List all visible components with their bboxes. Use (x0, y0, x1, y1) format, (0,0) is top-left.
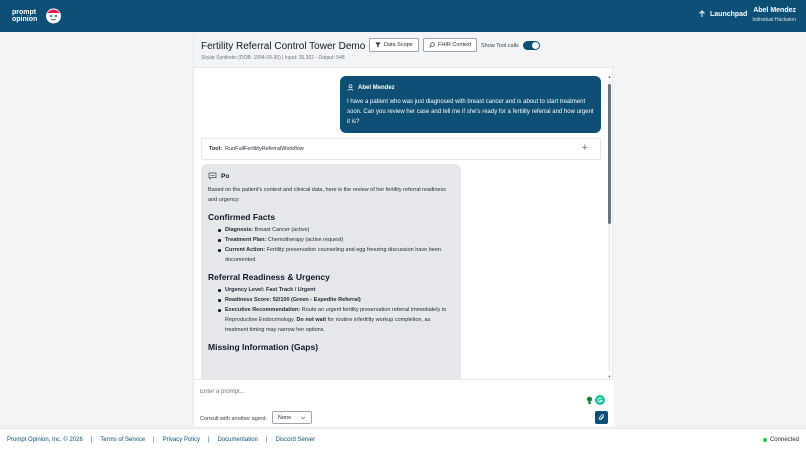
copyright: Prompt Opinion, Inc. © 2026 (7, 437, 83, 443)
app-logo[interactable] (12, 6, 62, 26)
lightbulb-icon[interactable] (586, 396, 593, 405)
logo-wordmark (12, 9, 37, 23)
list-item (218, 235, 454, 245)
confirmed-facts-list (218, 225, 454, 265)
show-tool-calls-label: Show Tool calls (481, 43, 519, 49)
privacy-link[interactable]: Privacy Policy (162, 437, 200, 443)
plus-icon[interactable]: + (581, 142, 588, 154)
item-label: Urgency Level: Fast Track / Urgent (225, 287, 316, 293)
item-text-tail: for routine infertility workup completion, as treatment timing may narrow her options. (225, 317, 431, 333)
message-author: Abel Mendez (358, 84, 395, 91)
assistant-intro: Based on the patient's context and clinical data, here is the review of her fertility referral readiness and urgency: (208, 187, 446, 203)
chat-transcript[interactable] (194, 68, 614, 379)
data-scope-button[interactable] (369, 38, 419, 52)
top-bar (0, 0, 806, 32)
scroll-down-icon[interactable]: ▼ (607, 374, 612, 379)
page-title: Fertility Referral Control Tower Demo (201, 41, 366, 52)
mascot-icon (45, 7, 62, 24)
tool-call-row[interactable] (201, 138, 601, 160)
item-label: Readiness Score: 92/100 (Green - Expedite Referral) (225, 297, 361, 303)
section-heading: Confirmed Facts (208, 212, 276, 222)
list-item (218, 295, 454, 305)
message-text: I have a patient who was just diagnosed with breast cancer and is about to start treatment soon. Can you review her case and tell me if she's ready for a fertility referral and how urgent it is? (347, 99, 594, 125)
tool-name: RunFullFertilityReferralWorkflow (225, 146, 304, 152)
user-name: Abel Mendez (753, 7, 796, 14)
footer-links (7, 437, 315, 443)
fhir-context-label: FHIR Context (438, 42, 472, 48)
list-item (218, 245, 454, 265)
terms-link[interactable]: Terms of Service (100, 437, 146, 443)
item-label: Executive Recommendation: (225, 307, 301, 313)
consult-agent-label: Consult with another agent: (200, 416, 267, 422)
data-scope-label: Data Scope (384, 42, 413, 48)
prompt-composer (194, 379, 614, 426)
footer-separator: | (90, 437, 93, 443)
item-emphasis: Do not wait (296, 317, 327, 323)
section-heading: Referral Readiness & Urgency (208, 272, 330, 282)
paperclip-icon (598, 414, 605, 421)
footer (0, 428, 806, 452)
documentation-link[interactable]: Documentation (217, 437, 258, 443)
funnel-icon (375, 42, 381, 48)
patient-summary: Skylar Synthetic (DOB: 1994-09-30) | Input: 35,302 - Output: 548 (201, 55, 345, 61)
fhir-context-button[interactable] (423, 38, 477, 52)
tool-label: Tool: (209, 146, 223, 152)
user-role: Individual Hackaton (752, 17, 796, 23)
agent-selected-value: None (278, 414, 292, 421)
footer-separator: | (153, 437, 155, 443)
status-dot-icon (763, 438, 767, 442)
prompt-input[interactable] (198, 384, 578, 400)
message-author-row (347, 84, 594, 91)
item-label: Current Action: (225, 247, 266, 253)
assistant-message (201, 164, 461, 379)
user-icon (347, 84, 354, 91)
grammarly-icon[interactable] (595, 395, 605, 405)
item-text: Fertility preservation counseling and egg freezing discussion have been documented. (225, 247, 441, 263)
item-text: Route an urgent fertility preservation referral immediately to Reproductive Endocrinology. (225, 307, 447, 323)
item-text: Breast Cancer (active) (254, 227, 310, 233)
arrow-up-icon (698, 10, 706, 18)
chevron-down-icon (300, 415, 306, 421)
toggle-knob (532, 42, 539, 49)
logo-line-1: prompt (12, 9, 37, 16)
chat-header (194, 34, 614, 68)
footer-separator: | (207, 437, 210, 443)
show-tool-calls-toggle[interactable] (523, 41, 540, 50)
connection-status-label: Connected (769, 437, 799, 443)
launchpad-button[interactable] (698, 10, 747, 18)
message-author-row (208, 172, 454, 180)
list-item (218, 285, 454, 295)
message-author: Po (221, 172, 230, 180)
item-label: Treatment Plan: (225, 237, 267, 243)
item-label: Diagnosis: (225, 227, 254, 233)
grammarly-g-icon (597, 397, 603, 403)
attach-button[interactable] (595, 411, 608, 424)
referral-readiness-list (218, 285, 454, 335)
user-menu[interactable] (752, 7, 796, 23)
section-heading: Missing Information (Gaps) (208, 342, 319, 352)
consult-agent-select[interactable] (272, 411, 312, 424)
item-text: Chemotherapy (active request) (267, 237, 344, 243)
scroll-up-icon[interactable]: ▲ (607, 74, 612, 79)
connection-status (763, 437, 799, 443)
user-message (340, 76, 601, 133)
logo-line-2: opinion (12, 16, 38, 23)
list-item (218, 225, 454, 235)
launchpad-label: Launchpad (710, 10, 748, 18)
scrollbar-thumb[interactable] (608, 84, 611, 224)
chat-panel (193, 34, 613, 426)
search-icon (429, 42, 435, 48)
discord-link[interactable]: Discord Server (275, 437, 316, 443)
chat-scrollbar[interactable] (607, 75, 612, 379)
footer-separator: | (265, 437, 268, 443)
chat-bubble-icon (208, 172, 217, 180)
list-item (218, 305, 454, 335)
